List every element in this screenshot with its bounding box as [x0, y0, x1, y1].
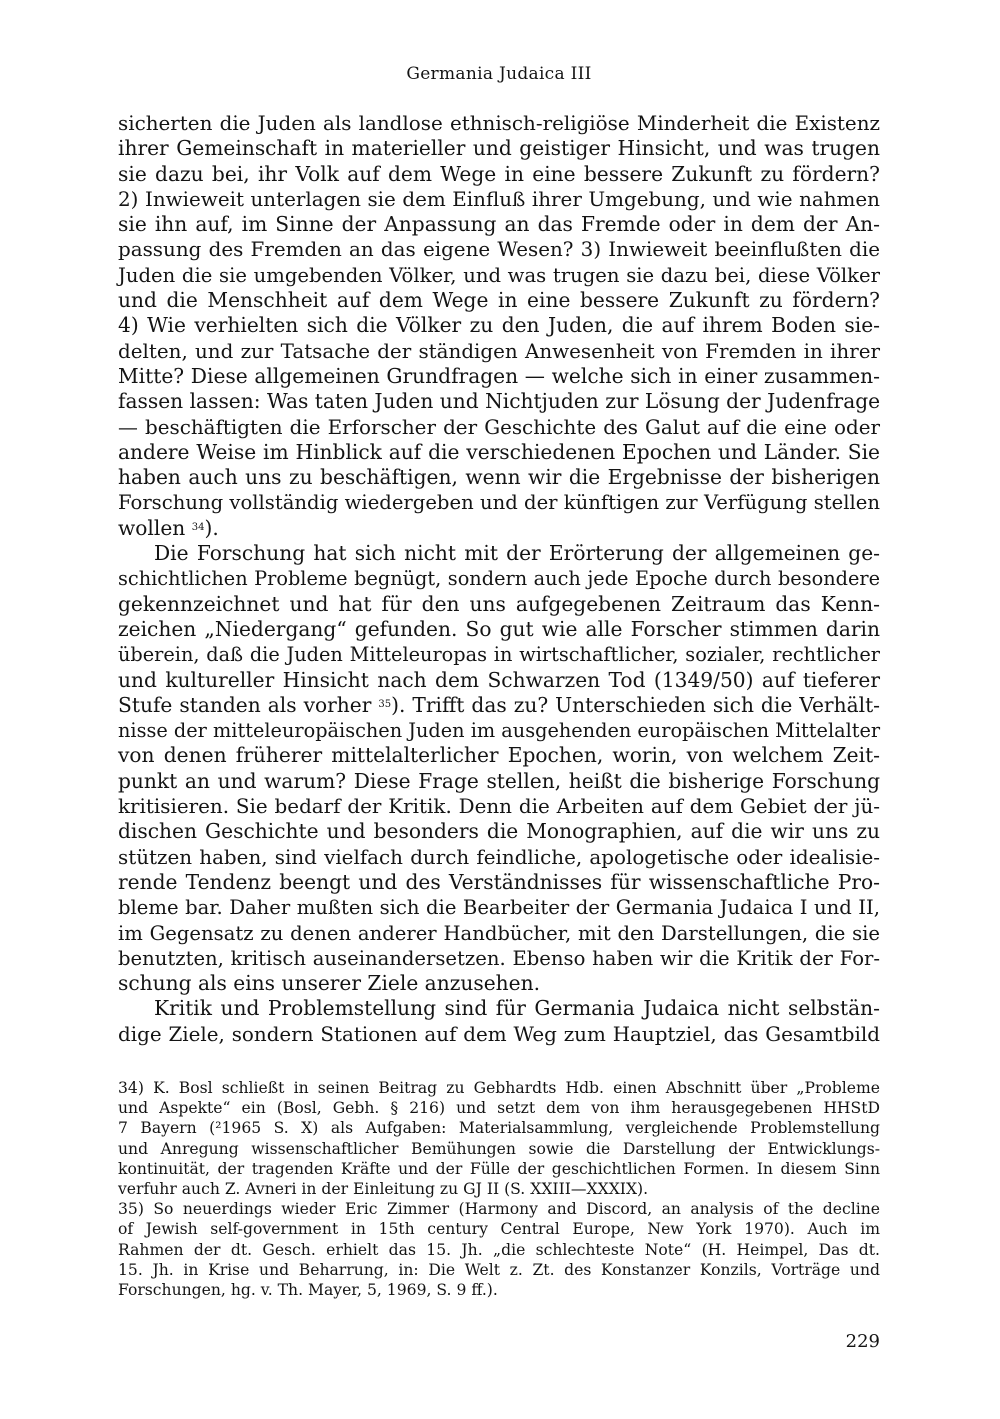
- running-head: Germania Judaica III: [406, 64, 592, 84]
- footnote-line: of Jewish self-government in 15th century Central Europe, New York 1970). Auch im: [118, 1220, 880, 1239]
- footnote-line: 7 Bayern (²1965 S. X) als Aufgaben: Materialsammlung, vergleichende Problemstellung: [118, 1119, 880, 1138]
- body-line-text: wollen: [118, 515, 186, 540]
- body-line: 4) Wie verhielten sich die Völker zu den Juden, die auf ihrem Boden sie-: [118, 313, 880, 338]
- body-line: sie ihn auf, im Sinne der Anpassung an das Fremde oder in dem der An-: [118, 212, 880, 237]
- footnote-line: 34) K. Bosl schließt in seinen Beitrag zu Gebhardts Hdb. einen Abschnitt über „Probleme: [118, 1079, 880, 1097]
- body-line: sicherten die Juden als landlose ethnisch-religiöse Minderheit die Existenz: [118, 112, 880, 135]
- body-line: und kultureller Hinsicht nach dem Schwarzen Tod (1349/50) auf tieferer: [118, 667, 880, 692]
- body-line: überein, daß die Juden Mitteleuropas in wirtschaftlicher, sozialer, rechtlicher: [118, 643, 880, 667]
- footnote-line: Rahmen der dt. Gesch. erhielt das 15. Jh. „die schlechteste Note“ (H. Heimpel, Das dt.: [118, 1240, 880, 1259]
- body-line: und die Menschheit auf dem Wege in eine bessere Zukunft zu fördern?: [118, 288, 880, 313]
- body-line: fassen lassen: Was taten Juden und Nichtjuden zur Lösung der Judenfrage: [118, 389, 881, 414]
- footnote-line: 35) So neuerdings wieder Eric Zimmer (Harmony and Discord, an analysis of the decline: [118, 1200, 880, 1219]
- body-line: schichtlichen Probleme begnügt, sondern auch jede Epoche durch besondere: [118, 567, 880, 591]
- body-text: [118, 111, 880, 1047]
- footnote-line: und Anregung wissenschaftlicher Bemühungen sowie die Darstellung der Entwicklungs-: [118, 1139, 880, 1158]
- footnote-ref-close: ).: [204, 515, 219, 540]
- body-line: — beschäftigten die Erforscher der Geschichte des Galut auf die eine oder: [118, 415, 880, 439]
- body-line: kritisieren. Sie bedarf der Kritik. Denn die Arbeiten auf dem Gebiet der jü-: [118, 795, 880, 819]
- body-line: Kritik und Problemstellung sind für Germania Judaica nicht selbstän-: [154, 996, 880, 1021]
- body-line: dischen Geschichte und besonders die Monographien, auf die wir uns zu: [118, 819, 880, 844]
- body-line: stützen haben, sind vielfach durch feindliche, apologetische oder idealisie-: [118, 845, 880, 869]
- footnote-line: kontinuität, der tragenden Kräfte und der Fülle der geschichtlichen Formen. In diesem Sinn: [118, 1159, 880, 1178]
- body-line: Juden die sie umgebenden Völker, und was trugen sie dazu bei, diese Völker: [118, 263, 880, 287]
- body-line-text: Stufe standen als vorher: [118, 692, 372, 717]
- body-line: im Gegensatz zu denen anderer Handbücher, mit den Darstellungen, die sie: [118, 921, 880, 945]
- body-line: haben auch uns zu beschäftigen, wenn wir die Ergebnisse der bisherigen: [118, 465, 880, 490]
- body-line: sie dazu bei, ihr Volk auf dem Wege in eine bessere Zukunft zu fördern?: [118, 161, 880, 186]
- body-line: dige Ziele, sondern Stationen auf dem Weg zum Hauptziel, das Gesamtbild: [118, 1022, 880, 1046]
- body-line: nisse der mitteleuropäischen Juden im ausgehenden europäischen Mittelalter: [118, 719, 881, 743]
- page-number: 229: [845, 1331, 880, 1352]
- body-line: Die Forschung hat sich nicht mit der Erörterung der allgemeinen ge-: [154, 541, 880, 566]
- body-line: [118, 693, 880, 718]
- footnote-line: Forschungen, hg. v. Th. Mayer, 5, 1969, S. 9 ff.).: [118, 1280, 498, 1299]
- body-line: gekennzeichnet und hat für den uns aufgegebenen Zeitraum das Kenn-: [118, 591, 880, 616]
- document-page: [118, 0, 880, 1419]
- body-line: [118, 516, 880, 541]
- body-line: punkt an und warum? Diese Frage stellen, heißt die bisherige Forschung: [118, 768, 880, 793]
- body-line: zeichen „Niedergang“ gefunden. So gut wie alle Forscher stimmen darin: [118, 616, 880, 641]
- body-line: schung als eins unserer Ziele anzusehen.: [118, 971, 541, 996]
- body-line: bleme bar. Daher mußten sich die Bearbeiter der Germania Judaica I und II,: [118, 896, 880, 920]
- footnote-line: verfuhr auch Z. Avneri in der Einleitung zu GJ II (S. XXIII—XXXIX).: [118, 1179, 649, 1198]
- body-line: rende Tendenz beengt und des Verständnisses für wissenschaftliche Pro-: [118, 869, 880, 894]
- footnote-ref-34: 34: [191, 521, 205, 533]
- body-line: ihrer Gemeinschaft in materieller und geistiger Hinsicht, und was trugen: [118, 136, 880, 161]
- body-line-text: ). Trifft das zu? Unterschieden sich die Verhält-: [391, 692, 880, 717]
- footnotes: [118, 1078, 880, 1300]
- body-line: von denen früherer mittelalterlicher Epochen, worin, von welchem Zeit-: [118, 743, 880, 768]
- body-line: 2) Inwieweit unterlagen sie dem Einfluß ihrer Umgebung, und wie nahmen: [118, 187, 880, 211]
- body-line: andere Weise im Hinblick auf die verschiedenen Epochen und Länder. Sie: [118, 439, 880, 464]
- body-line: delten, und zur Tatsache der ständigen Anwesenheit von Fremden in ihrer: [118, 339, 880, 363]
- body-line: Forschung vollständig wiedergeben und der künftigen zur Verfügung stellen: [118, 491, 880, 515]
- footnote-line: und Aspekte“ ein (Bosl, Gebh. § 216) und setzt dem von ihm herausgegebenen HHStD: [118, 1099, 880, 1118]
- body-line: passung des Fremden an das eigene Wesen? 3) Inwieweit beeinflußten die: [118, 238, 880, 262]
- footnote-ref-35: 35: [378, 698, 392, 710]
- body-line: Mitte? Diese allgemeinen Grundfragen — welche sich in einer zusammen-: [118, 363, 880, 388]
- body-line: benutzten, kritisch auseinandersetzen. Ebenso haben wir die Kritik der For-: [118, 946, 880, 970]
- footnote-line: 15. Jh. in Krise und Beharrung, in: Die Welt z. Zt. des Konstanzer Konzils, Vorträge und: [118, 1260, 880, 1279]
